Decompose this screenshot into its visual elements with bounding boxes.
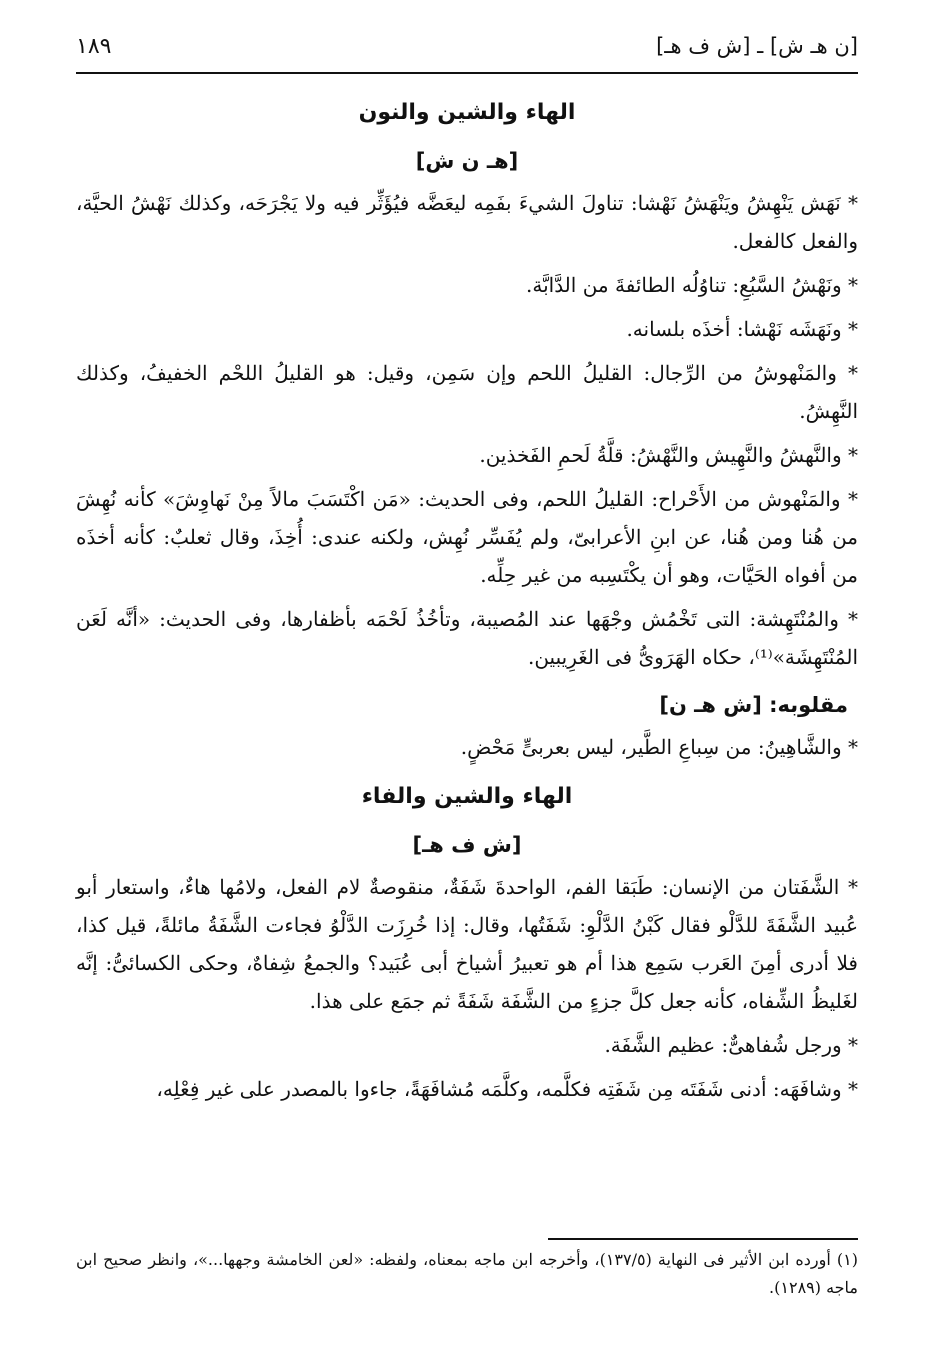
page-number: ١٨٩ (76, 34, 112, 59)
section-title: الهاء والشين والفاء (361, 784, 573, 809)
entry-paragraph: * والمَنْهوش من الأَحْراح: القليلُ اللحم، وفى الحديث: «مَن اكْتَسَبَ مالاً مِنْ نَهاوِشَ» كأنه نُهِشَ من هُنا ومن هُنا، عن ابنِ الأعرابىّ، ولم يُفَسِّر نُهِش، ولكنه عندى: أُخِذَ، وقال ثعلبٌ: كأنه أخذَه من أفواه الحَيَّات، وهو أن يكْتَسِبه من غير حِلِّه. (76, 487, 858, 587)
entry-paragraph: * والمَنْهوشُ من الرِّجال: القليلُ اللحم وإن سَمِن، وقيل: هو القليلُ اللحْم الخفيفُ، وكذلك النَّهِشُ. (76, 361, 858, 423)
entry-paragraph: * ورجل شُفاهىٌّ: عظيم الشَّفَة. (604, 1033, 858, 1057)
entry-paragraph: * نَهَش يَنْهِشُ ويَنْهَشُ نَهْشا: تناولَ الشيءَ بفَمِه ليعَضَّه فيُؤَثِّر فيه ولا يَجْرَحَه، وكذلك نَهْشُ الحيَّة، والفعل كالفعل. (76, 191, 858, 253)
page-body (76, 88, 858, 1114)
root-heading: [ش ف هـ] (412, 833, 522, 857)
entry-paragraph: * والشَّاهِينُ: من سِباعِ الطَّير، ليس بعربىٍّ مَحْضٍ. (460, 735, 858, 759)
footnote-divider (548, 1238, 858, 1240)
footnote: (١) أورده ابن الأثير فى النهاية (١٣٧/٥)، وأخرجه ابن ماجه بمعناه، ولفظه: «لعن الخامشة وجهها...»، وانظر صحيح ابن ماجه (١٢٨٩). (76, 1250, 858, 1297)
page-header (76, 32, 858, 74)
entry-paragraph: * والنَّهشُ والنَّهِيش والنَّهْشُ: قلَّةُ لَحمِ الفَخذين. (479, 443, 858, 467)
section-title: الهاء والشين والنون (358, 100, 576, 125)
entry-paragraph: * والمُنْتَهِشة: التى تَخْمُش وجْهَها عند المُصيبة، وتأخُذُ لَحْمَه بأظفارها، وفى الحديث: «أنَّه لَعَن المُنْتَهِشَة»⁽¹⁾، حكاه الهَرَوىُّ فى الغَرِيبين. (76, 607, 858, 669)
entry-paragraph: * ونَهَشَه نَهْشا: أخذَه بلسانه. (626, 317, 858, 341)
inverted-root-heading: مقلوبه: [ش هـ ن] (659, 693, 848, 717)
entry-paragraph: * الشَّفَتان من الإنسان: طَبَقا الفم، الواحدةَ شَفَةٌ، منقوصةٌ لام الفعل، ولامُها هاءٌ، واستعار أبو عُبيد الشَّفَةَ للدَّلْو فقال كَبْنُ الدَّلْوِ: شَفَتُها، وقال: إذا خُرِزَت الدَّلْوُ فجاءت الشَّفَةُ مائلةً، قيل كذا، فلا أدرى أمِنَ العَرب سَمِع هذا أم هو تعبيرُ أشياخ أبى عُبَيد؟ والجمعُ شِفاهٌ، وحكى الكسائىُّ: إنَّه لغَليظُ الشِّفاه، كأنه جعل كلَّ جزءٍ من الشَّفَة شَفَةً ثم جمَع على هذا. (76, 875, 858, 1013)
root-heading: [هـ ن ش] (415, 149, 519, 173)
running-title: [ن هـ ش] ـ [ش ف هـ] (656, 34, 858, 58)
entry-paragraph: * وشافَهَه: أدنى شَفَتَه مِن شَفَتِه فكلَّمه، وكلَّمَه مُشافَهَةً، جاءوا بالمصدر على غير فِعْلِه، (156, 1077, 858, 1101)
entry-paragraph: * ونَهْشُ السَّبُعِ: تناوُلُه الطائفةَ من الدَّابَّة. (525, 273, 858, 297)
